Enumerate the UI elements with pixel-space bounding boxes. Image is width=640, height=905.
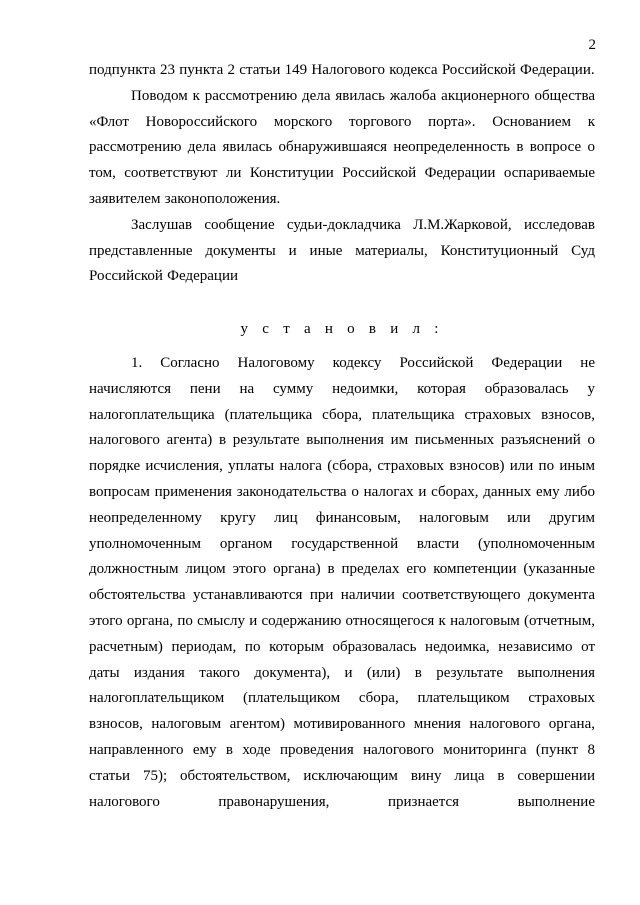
paragraph-hearing: Заслушав сообщение судьи-докладчика Л.М.Жарковой, исследовав представленные документы и иные материалы, Конституционный Суд Российской Федерации bbox=[89, 216, 595, 285]
page-number: 2 bbox=[588, 37, 596, 53]
paragraph-complaint: Поводом к рассмотрению дела явилась жалоба акционерного общества «Флот Новороссийского морского торгового порта». Основанием к рассмотрению дела явилась обнаружившаяся неопределенность в вопросе о том, соответствуют ли Конституции Российской Федерации оспариваемые заявителем законоположения. bbox=[89, 87, 595, 207]
paragraph-point-1: 1. Согласно Налоговому кодексу Российской Федерации не начисляются пени на сумму недоимки, которая образовалась у налогоплательщика (плательщика сбора, плательщика страховых взносов, налогового агента) в результате выполнения им письменных разъяснений о порядке исчисления, уплаты налога (сбора, страховых взносов) или по иным вопросам применения законодательства о налогах и сборах, данных ему либо неопределенному кругу лиц финансовым, налоговым или другим уполномоченным органом государственной власти (уполномоченным должностным лицом этого органа) в пределах его компетенции (указанные обстоятельства устанавливаются при наличии соответствующего документа этого органа, по смыслу и содержанию относящегося к налоговым (отчетным, расчетным) периодам, по которым образовалась недоимка, независимо от даты издания такого документа), и (или) в результате выполнения налогоплательщиком (плательщиком сбора, плательщиком страховых взносов, налоговым агентом) мотивированного мнения налогового органа, направленного ему в ходе проведения налогового мониторинга (пункт 8 статьи 75); обстоятельством, исключающим вину лица в совершении налогового правонарушения, признается выполнение bbox=[89, 354, 596, 810]
established-heading: у с т а н о в и л : bbox=[240, 321, 444, 338]
paragraph-continuation: подпункта 23 пункта 2 статьи 149 Налогового кодекса Российской Федерации. bbox=[89, 62, 595, 78]
document-body bbox=[89, 58, 595, 815]
